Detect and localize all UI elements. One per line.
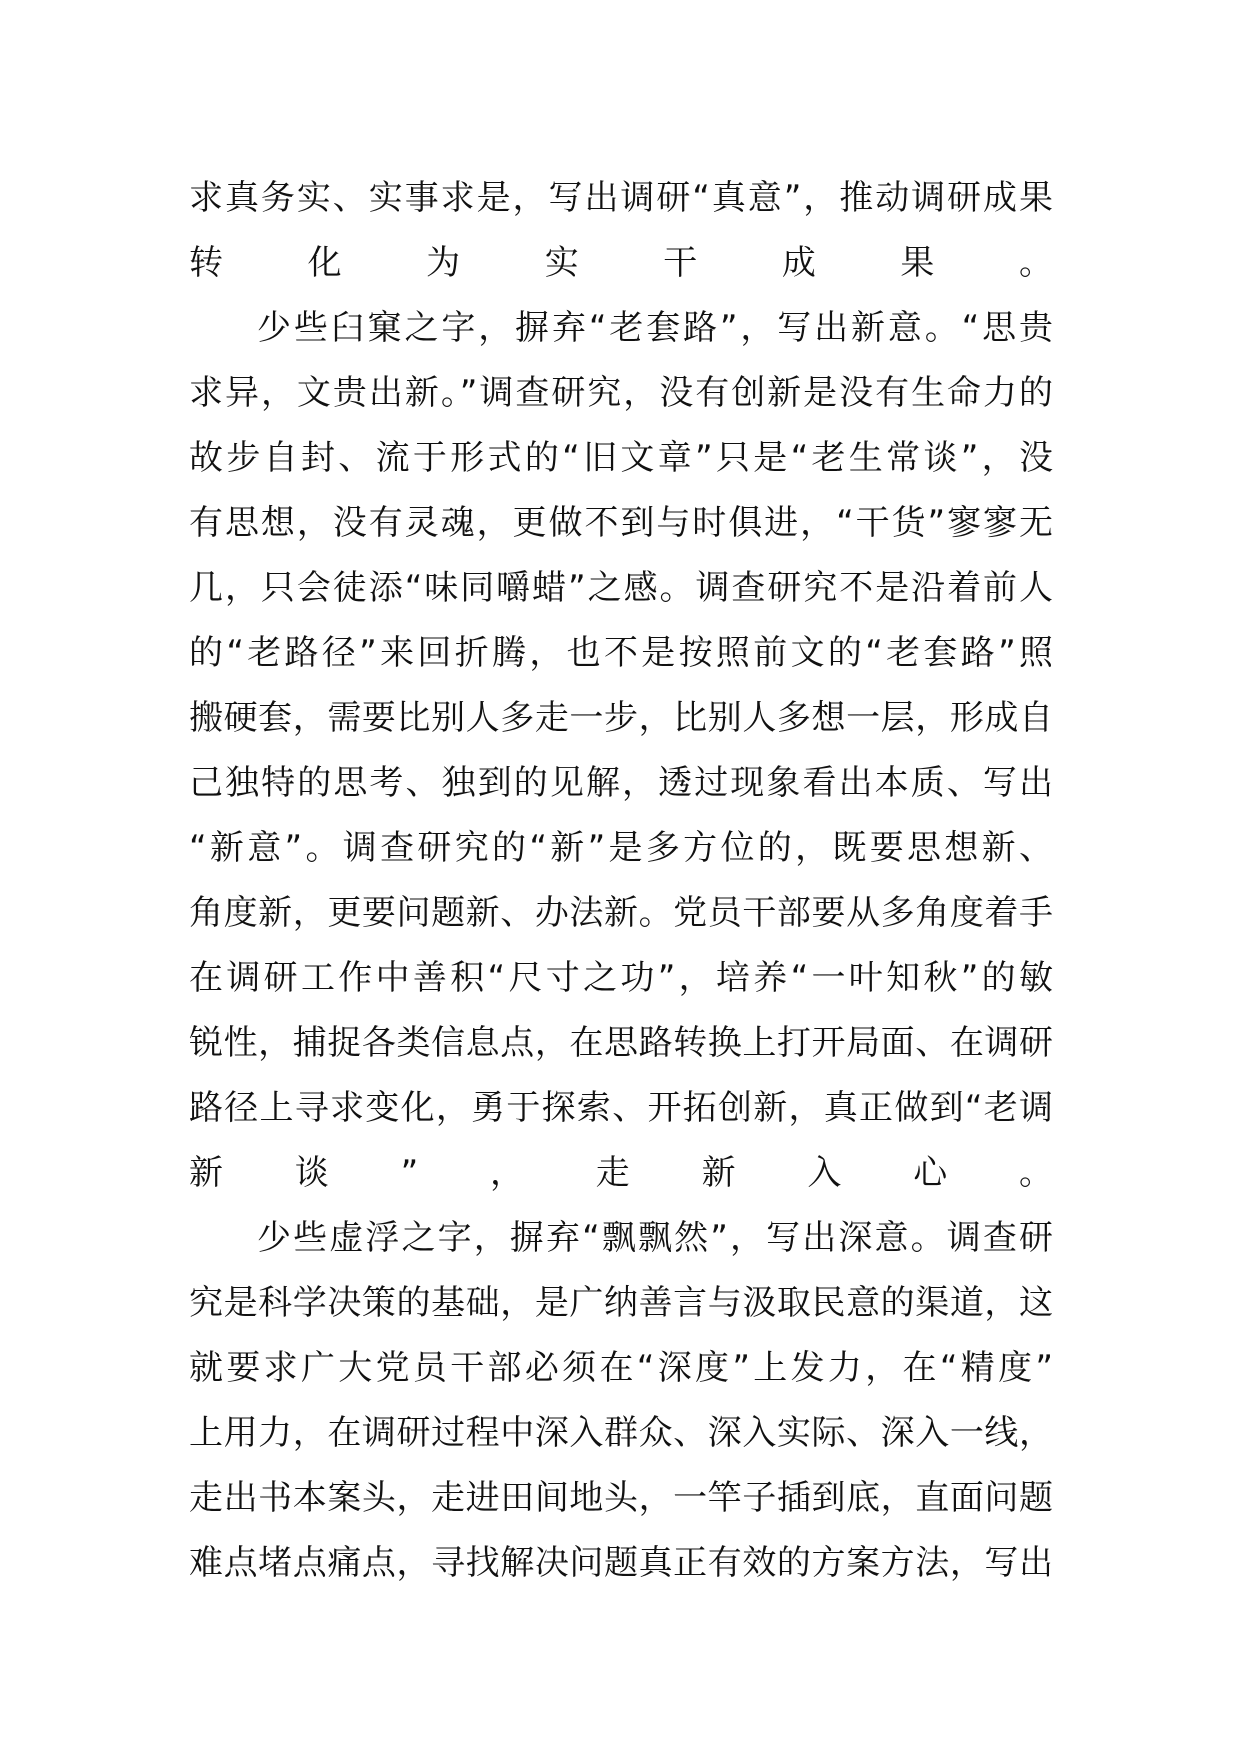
text-line: 的“老路径”来回折腾，也不是按照前文的“老套路”照 (189, 633, 1057, 673)
text-line: 走出书本案头，走进田间地头，一竿子插到底，直面问题 (189, 1478, 1054, 1518)
text-line: 求真务实、实事求是，写出调研“真意”，推动调研成果 (189, 178, 1055, 218)
text-line: 难点堵点痛点，寻找解决问题真正有效的方案方法，写出 (189, 1543, 1054, 1583)
text-line: 在调研工作中善积“尺寸之功”，培养“一叶知秋”的敏 (189, 958, 1057, 998)
text-line: 路径上寻求变化，勇于探索、开拓创新，真正做到“老调 (189, 1088, 1055, 1128)
text-line: 转化为实干成果。 (189, 243, 1138, 283)
paragraph-start-line: 少些臼窠之字，摒弃“老套路”，写出新意。“思贵 (257, 308, 1056, 348)
text-line: 几，只会徒添“味同嚼蜡”之感。调查研究不是沿着前人 (189, 568, 1055, 608)
text-line: 搬硬套，需要比别人多走一步，比别人多想一层，形成自 (189, 698, 1054, 738)
text-line: 上用力，在调研过程中深入群众、深入实际、深入一线， (189, 1413, 1054, 1453)
text-line: 求异，文贵出新。”调查研究，没有创新是没有生命力的 (189, 373, 1055, 413)
text-line: 锐性，捕捉各类信息点，在思路转换上打开局面、在调研 (189, 1023, 1054, 1063)
text-line: 己独特的思考、独到的见解，透过现象看出本质、写出 (189, 763, 1056, 803)
text-line: 就要求广大党员干部必须在“深度”上发力，在“精度” (189, 1348, 1057, 1388)
text-line: 有思想，没有灵魂，更做不到与时俱进，“干货”寥寥无 (189, 503, 1055, 543)
body-text (189, 166, 1138, 1596)
text-line: 角度新，更要问题新、办法新。党员干部要从多角度着手 (189, 893, 1054, 933)
text-line: 故步自封、流于形式的“旧文章”只是“老生常谈”，没 (189, 438, 1057, 478)
paragraph-start-line: 少些虚浮之字，摒弃“飘飘然”，写出深意。调查研 (257, 1218, 1056, 1258)
text-line: 新谈”，走新入心。 (189, 1153, 1125, 1193)
text-line: “新意”。调查研究的“新”是多方位的，既要思想新、 (189, 828, 1057, 868)
text-line: 究是科学决策的基础，是广纳善言与汲取民意的渠道，这 (189, 1283, 1054, 1323)
